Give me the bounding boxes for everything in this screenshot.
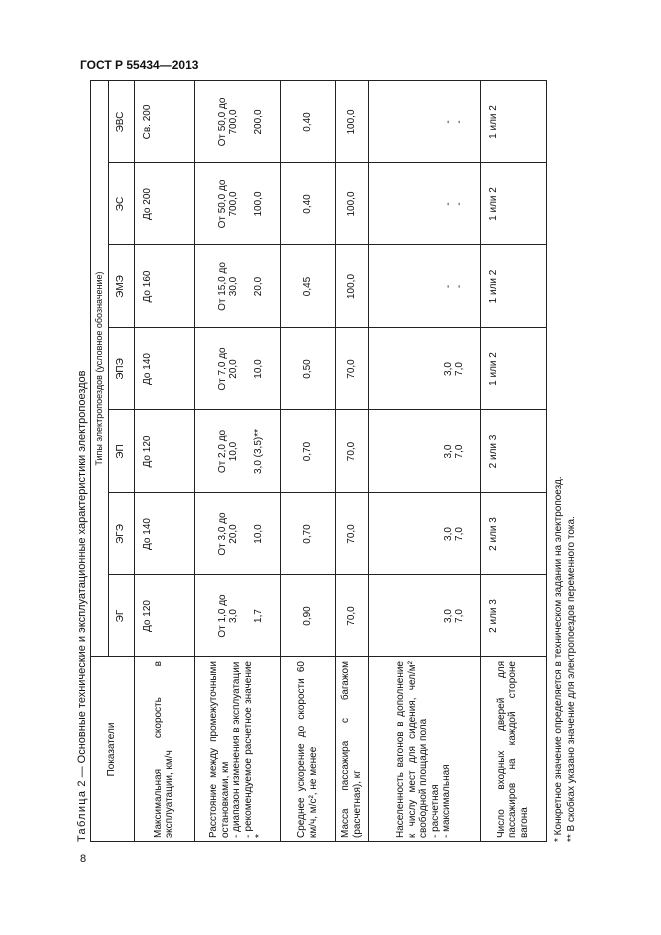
table-cell: До 120 [142, 600, 153, 632]
table-cell: 200,0 [253, 109, 265, 135]
table-cell: 70,0 [345, 441, 357, 462]
row-label-passenger-mass: Масса пассажира с багажом (расчетная), кг [340, 661, 363, 838]
type-header: ЭГЭ [115, 524, 127, 544]
table-cell: 0,70 [301, 524, 313, 544]
table-cell: 0,40 [301, 194, 313, 214]
table-cell: 0,45 [301, 276, 313, 297]
table-cell: 1 или 2 [488, 269, 499, 304]
table-cell: 3,0 (3,5)** [253, 428, 265, 475]
table-cell: 0,40 [301, 112, 313, 132]
characteristics-table [90, 80, 546, 842]
label-part: - расчетная [429, 784, 441, 838]
table-cell: 1,7 [253, 609, 265, 623]
table-cell: 100,0 [253, 191, 265, 217]
table-cell: - - [442, 284, 465, 289]
table-cell: 2 или 3 [488, 599, 499, 633]
table-cell: До 200 [142, 188, 153, 220]
table-title: 2 — Основные технические и эксплуатационные характеристики электропоездов [76, 370, 88, 790]
table-cell: От 7,0 до 20,0 [216, 347, 239, 391]
table-cell: Св. 200 [142, 104, 153, 140]
table-cell: - - [442, 202, 465, 206]
table-cell: 3,0 7,0 [442, 609, 465, 623]
table-cell: 10,0 [253, 359, 265, 379]
table-cell: 1 или 2 [488, 352, 499, 386]
table-cell: От 50,0 до 700,0 [216, 179, 239, 229]
page-number: 8 [80, 853, 87, 865]
table-cell: 0,90 [301, 606, 313, 626]
table-cell: 100,0 [345, 191, 357, 217]
grid-line [546, 80, 547, 842]
table-cell: 10,0 [253, 524, 265, 544]
table-cell: До 120 [142, 435, 153, 468]
table-cell: 70,0 [345, 606, 357, 626]
type-header: ЭС [115, 196, 127, 212]
label-part: - диапазон изменения в эксплуатации [231, 661, 243, 838]
type-header: ЭМЭ [115, 275, 127, 298]
table-cell: 3,0 7,0 [442, 527, 465, 541]
type-header: ЭП [115, 444, 127, 459]
row-label-doors-count: Число входных дверей для пассажиров на каждой стороне вагона [495, 661, 530, 838]
table-cell: 1 или 2 [488, 187, 499, 221]
table-cell: 0,50 [301, 359, 313, 379]
table-cell: 3,0 7,0 [442, 444, 465, 459]
label-part: - рекомендуемое расчетное значение * [242, 661, 266, 838]
table-cell: 20,0 [253, 276, 265, 297]
type-header: ЭПЭ [115, 358, 127, 380]
table-cell: 70,0 [345, 359, 357, 379]
row-label-stop-distance [194, 657, 280, 842]
table-cell: 3,0 7,0 [442, 362, 465, 376]
types-header: Типы электропоездов (условное обозначение) [93, 271, 104, 466]
table-cell: 2 или 3 [488, 434, 499, 469]
note: ** В скобках указано значение для электропоездов переменного тока. [566, 516, 577, 842]
table-cell: От 2,0 до 10,0 [216, 429, 239, 474]
indicators-header: Показатели [106, 722, 118, 777]
table-cell: 2 или 3 [488, 517, 499, 551]
table-cell: 0,70 [301, 441, 313, 462]
label-part: Расстояние между промежуточными остановками, км [208, 661, 231, 838]
row-label-occupancy [368, 657, 480, 842]
label-part: - максимальная [441, 764, 453, 838]
table-cell: До 140 [142, 353, 153, 385]
table-caption [76, 370, 88, 842]
table-cell: От 3,0 до 20,0 [216, 512, 239, 556]
table-cell: От 1,0 до 3,0 [216, 594, 239, 638]
type-header: ЭВС [115, 111, 127, 133]
table-cell: От 15,0 до 30,0 [216, 262, 239, 311]
table-cell: До 140 [142, 518, 153, 550]
rotated-table-area [74, 80, 594, 842]
table-cell: 70,0 [345, 524, 357, 544]
row-label-acceleration: Среднее ускорение до скорости 60 км/ч, м/с², не менее [296, 661, 319, 838]
table-cell: 100,0 [345, 273, 357, 300]
table-cell: 1 или 2 [488, 105, 499, 139]
document-code: ГОСТ Р 55434—2013 [80, 58, 199, 72]
table-cell: - - [442, 120, 465, 124]
row-label-max-speed: Максимальная скорость в эксплуатации, км/ч [152, 661, 175, 838]
table-cell: 100,0 [345, 109, 357, 135]
table-cell: От 50,0 до 700,0 [216, 97, 239, 147]
note: * Конкретное значение определяется в техническом задании на электропоезд. [553, 476, 564, 842]
label-part: Населенность вагонов в дополнение к числу мест для сидения, чел/м² свободной площади пола [395, 661, 430, 838]
type-header: ЭГ [115, 609, 127, 623]
table-cell: До 160 [142, 270, 153, 303]
table-label: Таблица [76, 789, 88, 842]
table-notes [552, 476, 578, 842]
